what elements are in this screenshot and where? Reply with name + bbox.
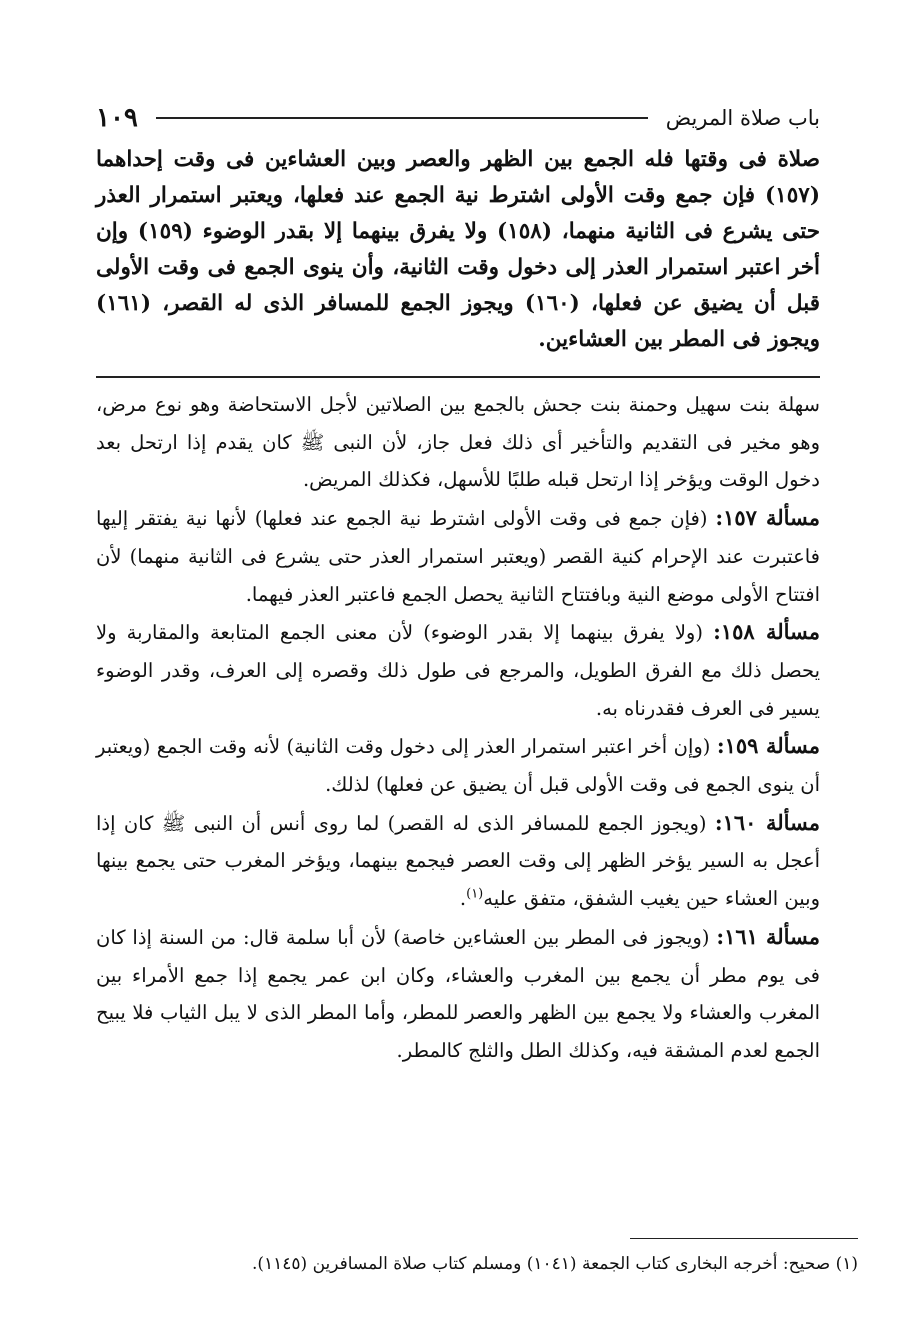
header-rule <box>156 117 648 119</box>
masala-label: مسألة ١٦٠: <box>714 809 820 835</box>
masala-text: (ولا يفرق بينهما إلا بقدر الوضوء) لأن معنى الجمع المتابعة والمقاربة ولا يحصل ذلك مع الفرق الطويل، والمرجع فى طول ذلك وقصره إلى العرف، وقدر الوضوء يسير فى العرف فقدرناه به. <box>96 621 820 720</box>
masala-158 <box>96 613 820 727</box>
footnote-reference[interactable]: (١) <box>466 886 484 902</box>
masala-161 <box>96 918 820 1070</box>
commentary <box>96 386 820 1070</box>
page-header <box>96 100 820 136</box>
masala-text: (وإن أخر اعتبر استمرار العذر إلى دخول وقت الثانية) لأنه وقت الجمع (ويعتبر أن ينوى الجمع فى وقت الأولى قبل أن يضيق عن فعلها) لذلك. <box>96 735 820 797</box>
masala-label: مسألة ١٥٨: <box>713 619 821 645</box>
masala-label: مسألة ١٥٧: <box>715 505 820 531</box>
text-separator <box>96 376 820 378</box>
masala-159 <box>96 727 820 803</box>
chapter-title: باب صلاة المريض <box>665 106 820 130</box>
footnote: (١) صحيح: أخرجه البخارى كتاب الجمعة (١٠٤١) ومسلم كتاب صلاة المسافرين (١١٤٥). <box>251 1254 858 1274</box>
masala-157 <box>96 499 820 613</box>
masala-label: مسألة ١٦١: <box>716 923 821 949</box>
commentary-intro: سهلة بنت سهيل وحمنة بنت جحش بالجمع بين الصلاتين لأجل الاستحاضة وهو نوع مرض، وهو مخير فى التقديم والتأخير أى ذلك فعل جاز، لأن النبى ﷺ كان يقدم إذا ارتحل بعد دخول الوقت ويؤخر إذا ارتحل قبله طلبًا للأسهل، فكذلك المريض. <box>96 393 820 492</box>
main-text <box>96 142 820 358</box>
masala-text: (ويجوز الجمع للمسافر الذى له القصر) لما روى أنس أن النبى ﷺ كان إذا أعجل به السير يؤخر الظهر إلى وقت العصر فيجمع بينهما، ويؤخر المغرب حتى يجمع بينها وبين العشاء حين يغيب الشفق، متفق عليه <box>96 811 820 911</box>
main-paragraph: صلاة فى وقتها فله الجمع بين الظهر والعصر وبين العشاءين فى وقت إحداهما (١٥٧) فإن جمع وقت الأولى اشترط نية الجمع عند فعلها، ويعتبر استمرار العذر حتى يشرع فى الثانية منهما، (١٥٨) ولا يفرق بينهما إلا بقدر الوضوء (١٥٩) وإن أخر اعتبر استمرار العذر إلى دخول وقت الثانية، وأن ينوى الجمع فى وقت الأولى قبل أن يضيق عن فعلها، (١٦٠) ويجوز الجمع للمسافر الذى له القصر، (١٦١) ويجوز فى المطر بين العشاءين. <box>96 147 820 352</box>
masala-text: (فإن جمع فى وقت الأولى اشترط نية الجمع عند فعلها) لأنها نية يفتقر إليها فاعتبرت عند الإحرام كنية القصر (ويعتبر استمرار العذر حتى يشرع فى الثانية منهما) لأن افتتاح الأولى موضع النية وبافتتاح الثانية يحصل الجمع فاعتبر العذر فيهما. <box>96 507 820 606</box>
masala-text: (ويجوز فى المطر بين العشاءين خاصة) لأن أبا سلمة قال: من السنة إذا كان فى يوم مطر أن يجمع بين المغرب والعشاء، وكان ابن عمر يجمع إذا جمع الأمراء بين المغرب والعشاء ولا يجمع بين الظهر والعصر للمطر، وأما المطر الذى لا يبل الثياب فلا يبيح الجمع لعدم المشقة فيه، وكذلك الطل والثلج كالمطر. <box>96 925 820 1062</box>
page-number: ١٠٩ <box>96 103 138 133</box>
masala-text-end: . <box>459 887 467 911</box>
footnote-separator <box>630 1238 858 1239</box>
masala-label: مسألة ١٥٩: <box>716 733 821 759</box>
masala-160 <box>96 804 820 918</box>
